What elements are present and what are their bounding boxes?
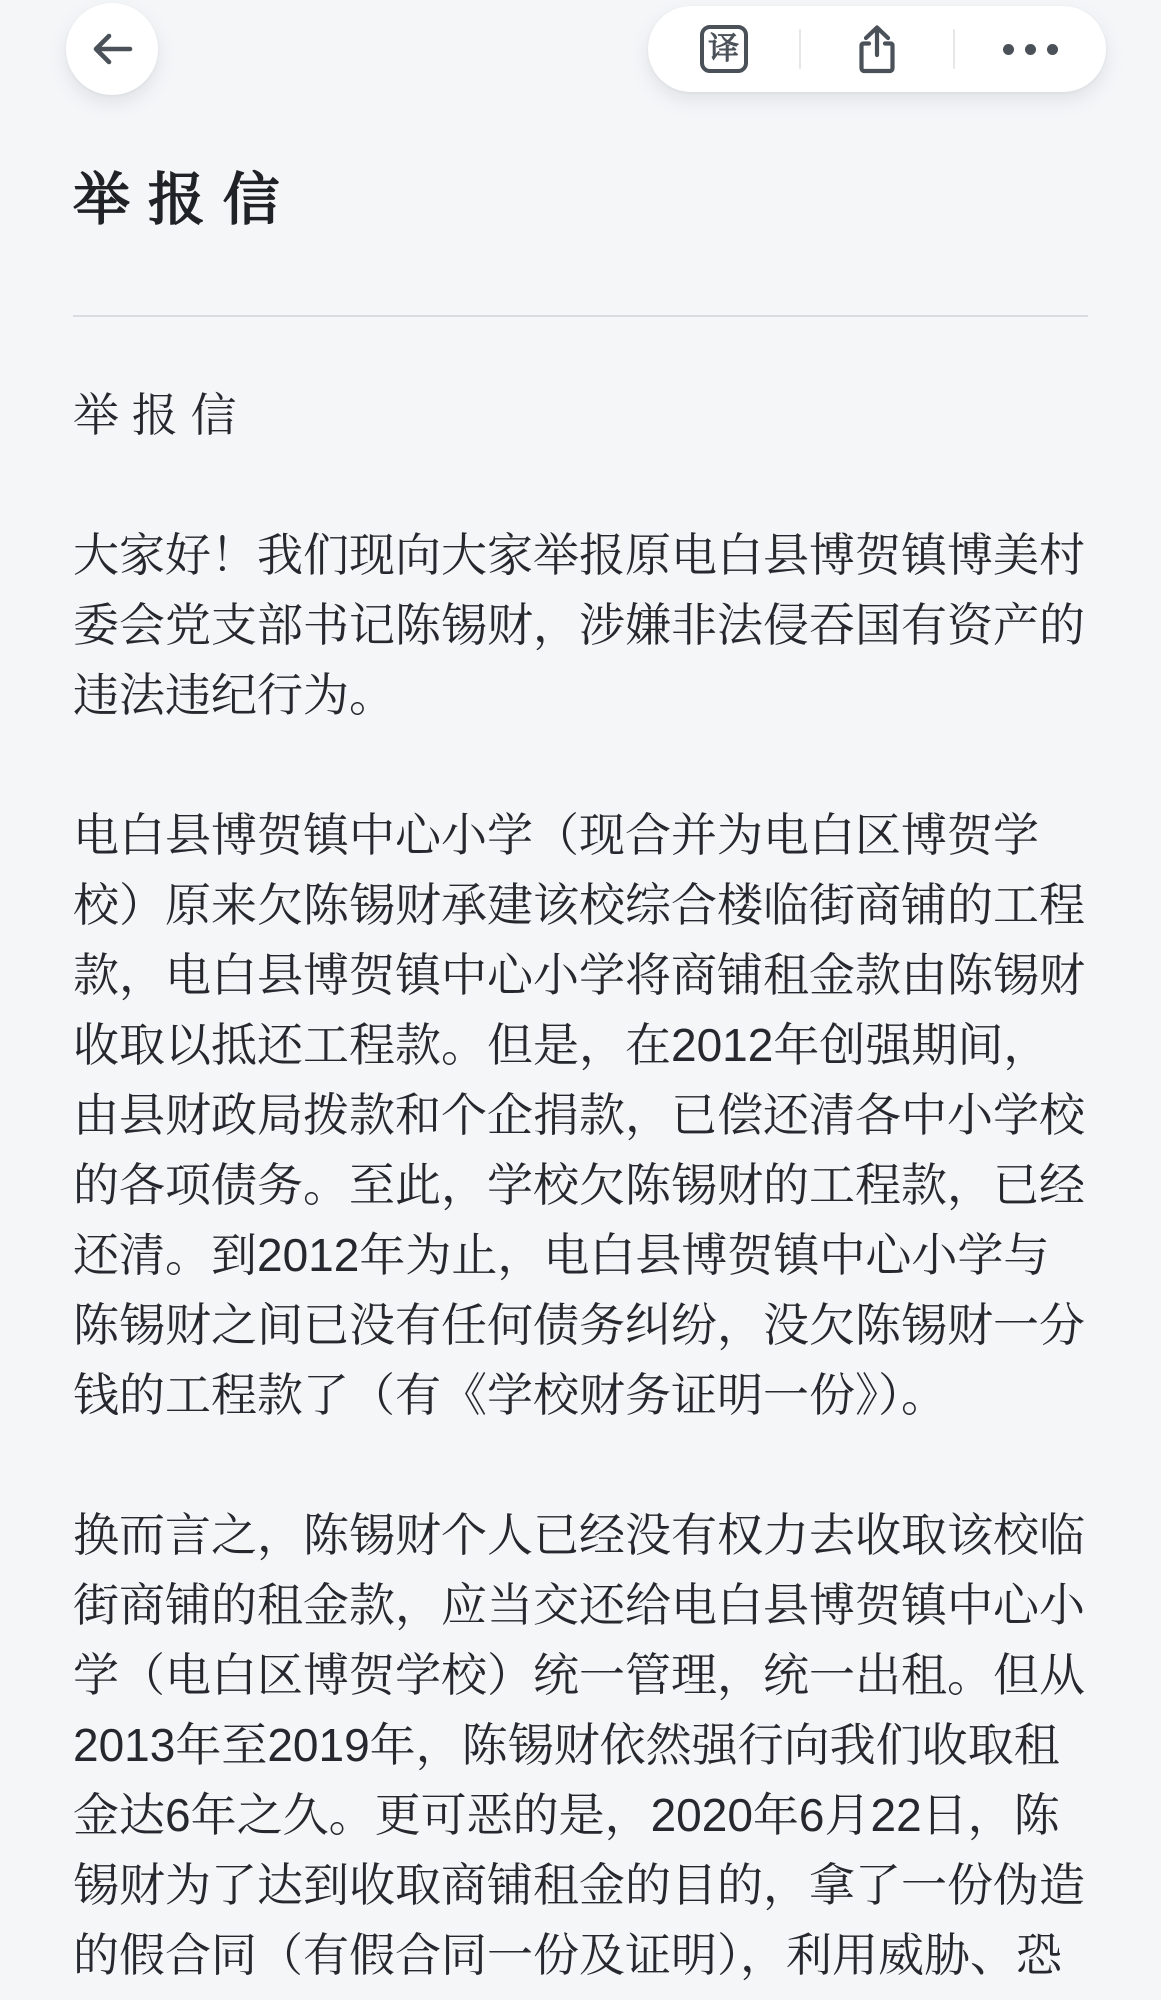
title-divider [73, 315, 1088, 317]
text-line: 违法违纪行为。 [73, 669, 395, 721]
document-body [73, 380, 1088, 1990]
text-line: 的假合同（有假合同一份及证明），利用威胁、恐 [73, 1929, 1062, 1981]
text-line: 的各项债务。至此，学校欠陈锡财的工程款，已经 [73, 1159, 1085, 1211]
text-line: 还清。到2012年为止，电白县博贺镇中心小学与 [73, 1229, 1050, 1281]
text-line: 陈锡财之间已没有任何债务纠纷，没欠陈锡财一分 [73, 1299, 1085, 1351]
text-line: 街商铺的租金款，应当交还给电白县博贺镇中心小 [73, 1579, 1085, 1631]
paragraph [73, 380, 1088, 450]
translate-icon: 译 [700, 25, 748, 73]
text-line: 电白县博贺镇中心小学（现合并为电白区博贺学 [73, 809, 1039, 861]
back-arrow-icon [89, 31, 135, 67]
text-line: 钱的工程款了（有《学校财务证明一份》）。 [73, 1369, 947, 1421]
document-title: 举 报 信 [73, 168, 281, 232]
paragraph [73, 520, 1088, 730]
text-line: 学（电白区博贺学校）统一管理，统一出租。但从 [73, 1649, 1085, 1701]
toolbar [648, 6, 1106, 92]
text-line: 2013年至2019年，陈锡财依然强行向我们收取租 [73, 1719, 1060, 1771]
text-line: 委会党支部书记陈锡财，涉嫌非法侵吞国有资产的 [73, 599, 1085, 651]
back-button[interactable] [66, 3, 158, 95]
text-line: 收取以抵还工程款。但是，在2012年创强期间， [73, 1019, 1050, 1071]
translate-button[interactable] [648, 6, 799, 92]
text-line: 校）原来欠陈锡财承建该校综合楼临街商铺的工程 [73, 879, 1085, 931]
text-line: 金达6年之久。更可恶的是，2020年6月22日，陈 [73, 1789, 1060, 1841]
more-button[interactable] [955, 6, 1106, 92]
paragraph [73, 1500, 1088, 1990]
share-button[interactable] [801, 6, 952, 92]
share-icon [854, 24, 900, 74]
text-line: 大家好！我们现向大家举报原电白县博贺镇博美村 [73, 529, 1085, 581]
text-line: 换而言之，陈锡财个人已经没有权力去收取该校临 [73, 1509, 1085, 1561]
text-line: 举 报 信 [73, 389, 237, 441]
text-line: 由县财政局拨款和个企捐款，已偿还清各中小学校 [73, 1089, 1085, 1141]
more-icon [1003, 44, 1058, 55]
paragraph [73, 800, 1088, 1430]
text-line: 锡财为了达到收取商铺租金的目的，拿了一份伪造 [73, 1859, 1085, 1911]
text-line: 款，电白县博贺镇中心小学将商铺租金款由陈锡财 [73, 949, 1085, 1001]
